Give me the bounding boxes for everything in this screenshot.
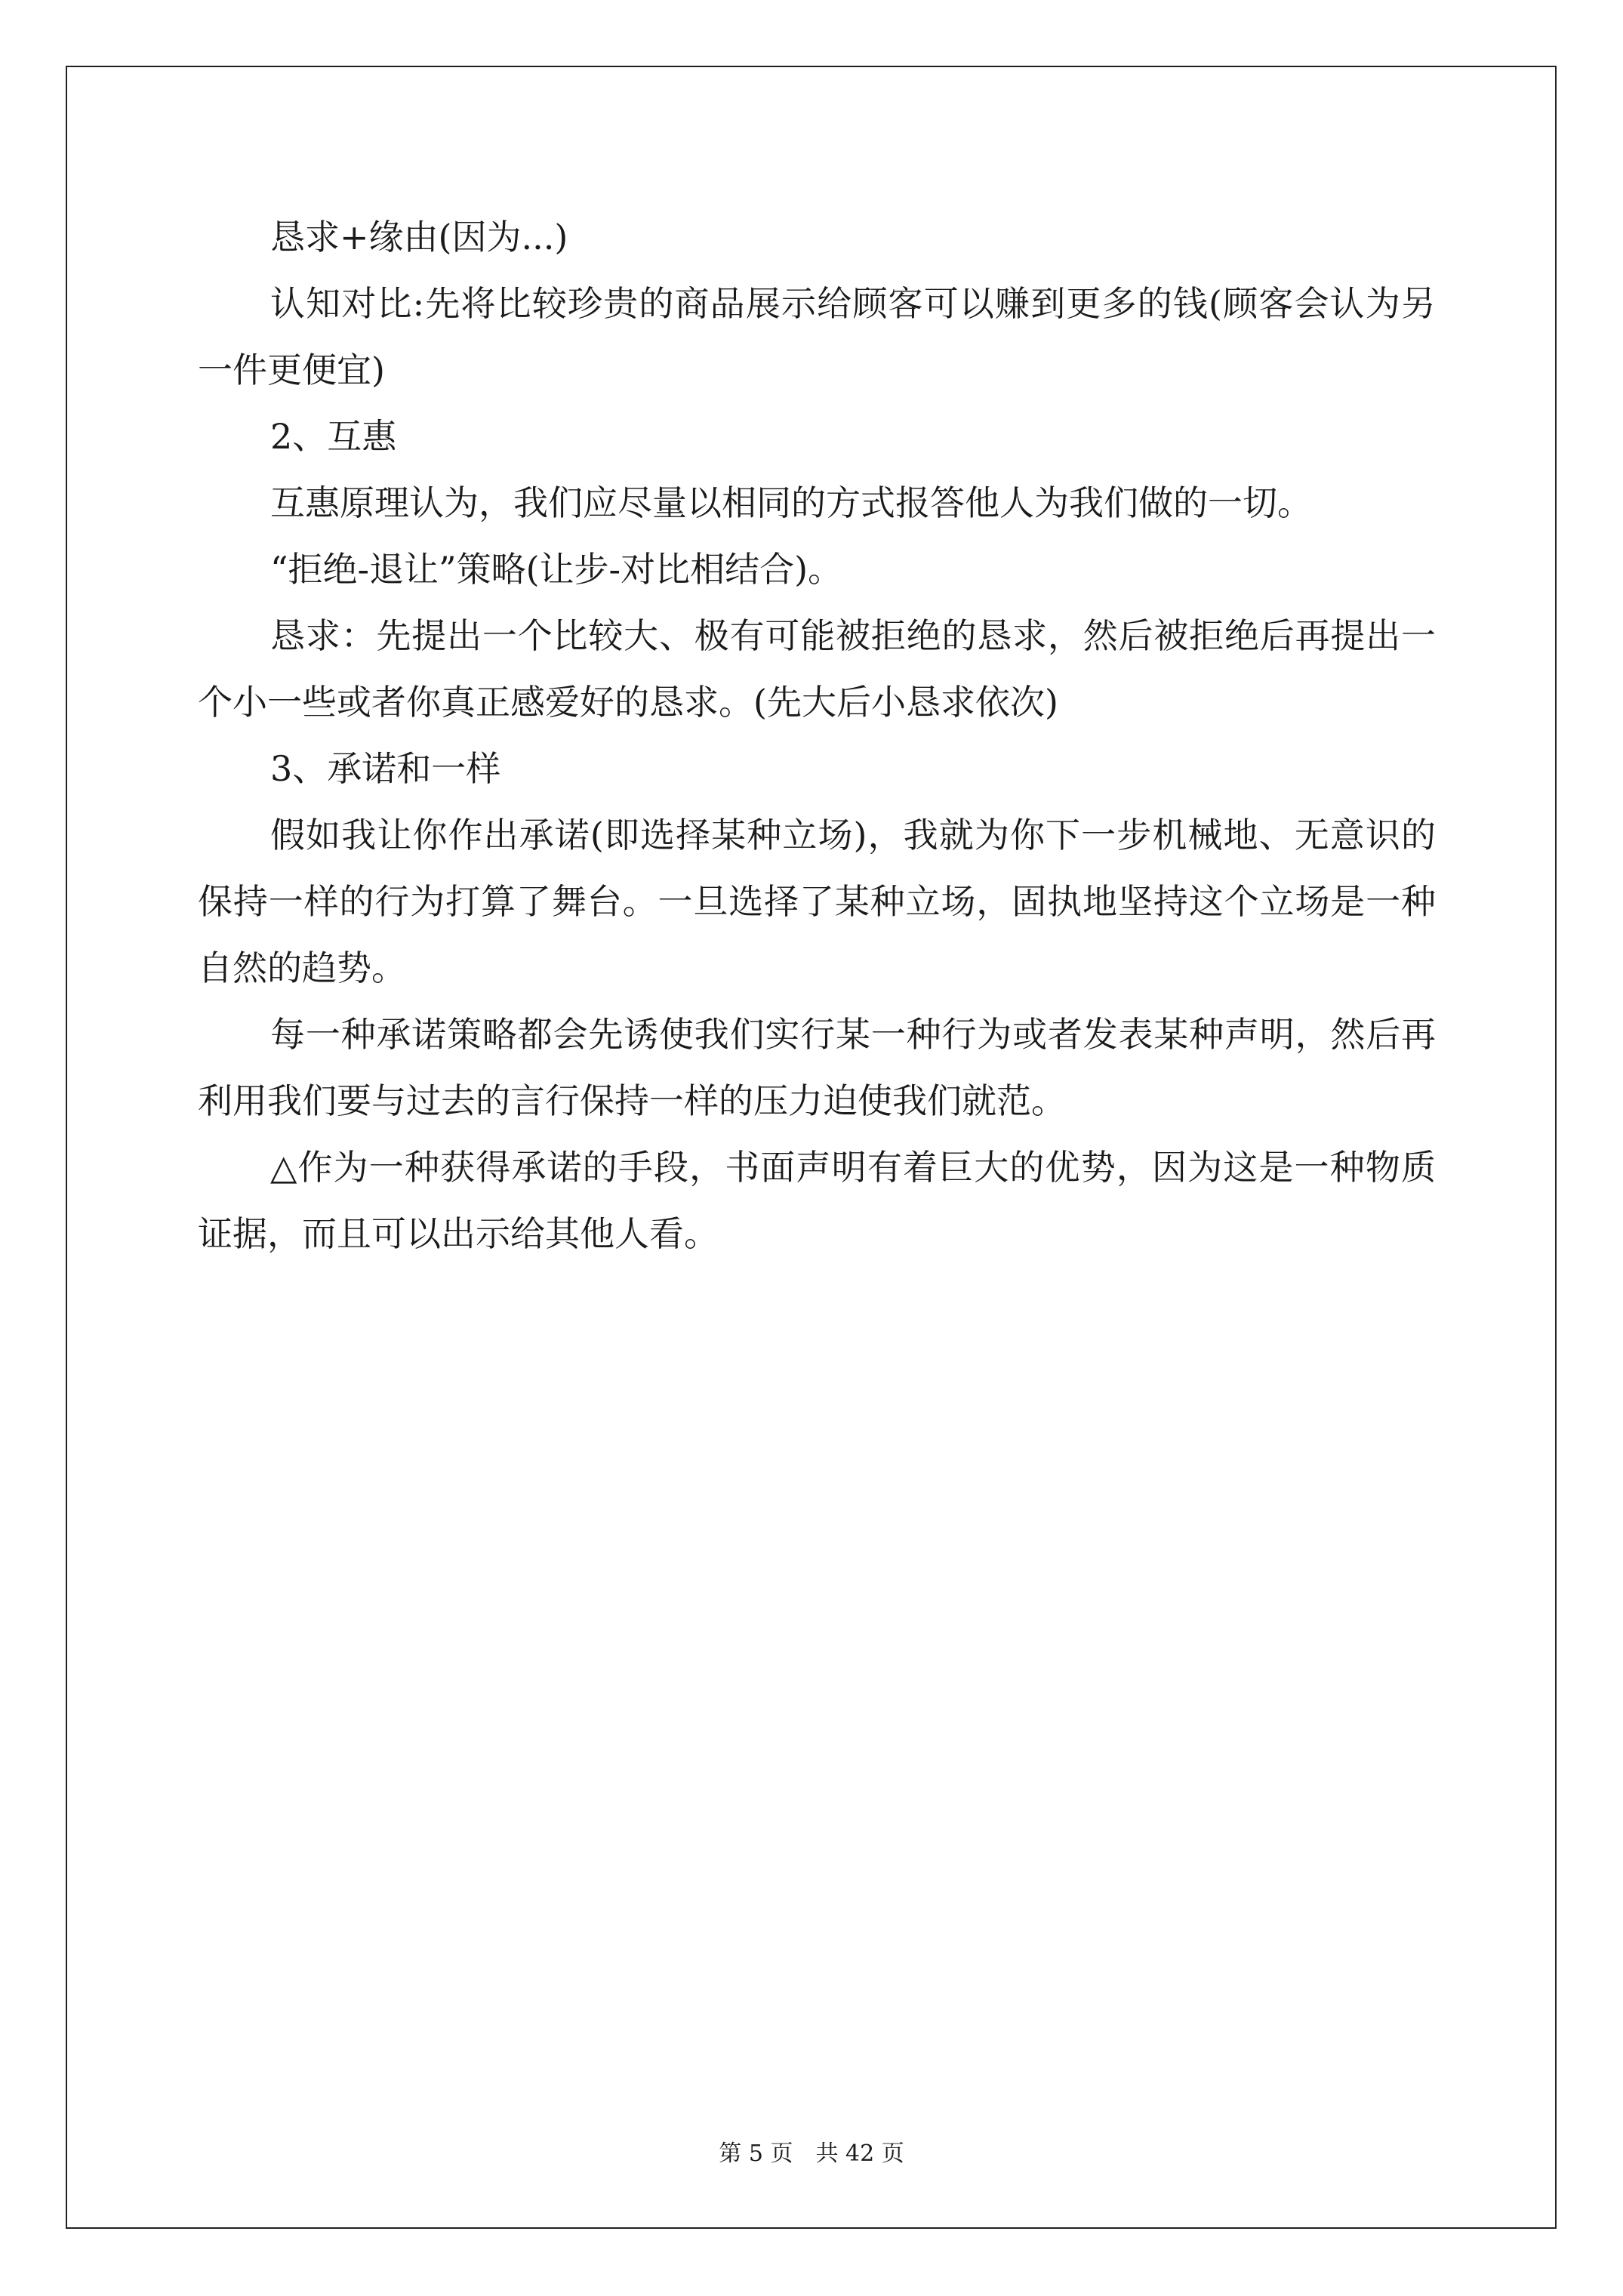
page-number: 第 5 页 共 42 页 bbox=[719, 2140, 904, 2167]
paragraph: “拒绝-退让”策略(让步-对比相结合)。 bbox=[270, 549, 843, 590]
paragraph: 假如我让你作出承诺(即选择某种立场)，我就为你下一步机械地、无意识的保持一样的行为打算了舞台。一旦选择了某种立场，固执地坚持这个立场是一种自然的趋势。 bbox=[198, 815, 1436, 988]
paragraph: △作为一种获得承诺的手段，书面声明有着巨大的优势，因为这是一种物质证据，而且可以出示给其他人看。 bbox=[198, 1147, 1436, 1254]
paragraph: 恳求+缘由(因为...) bbox=[270, 217, 568, 257]
paragraph: 每一种承诺策略都会先诱使我们实行某一种行为或者发表某种声明，然后再利用我们要与过去的言行保持一样的压力迫使我们就范。 bbox=[198, 1014, 1436, 1121]
paragraph: 恳求：先提出一个比较大、极有可能被拒绝的恳求，然后被拒绝后再提出一个小一些或者你真正感爱好的恳求。(先大后小恳求依次) bbox=[198, 615, 1436, 723]
section-heading: 3、承诺和一样 bbox=[270, 748, 501, 789]
paragraph: 互惠原理认为，我们应尽量以相同的方式报答他人为我们做的一切。 bbox=[270, 482, 1312, 523]
section-heading: 2、互惠 bbox=[270, 416, 397, 457]
paragraph: 认知对比:先将比较珍贵的商品展示给顾客可以赚到更多的钱(顾客会认为另一件更便宜) bbox=[198, 283, 1436, 390]
document-body bbox=[198, 204, 1436, 1267]
